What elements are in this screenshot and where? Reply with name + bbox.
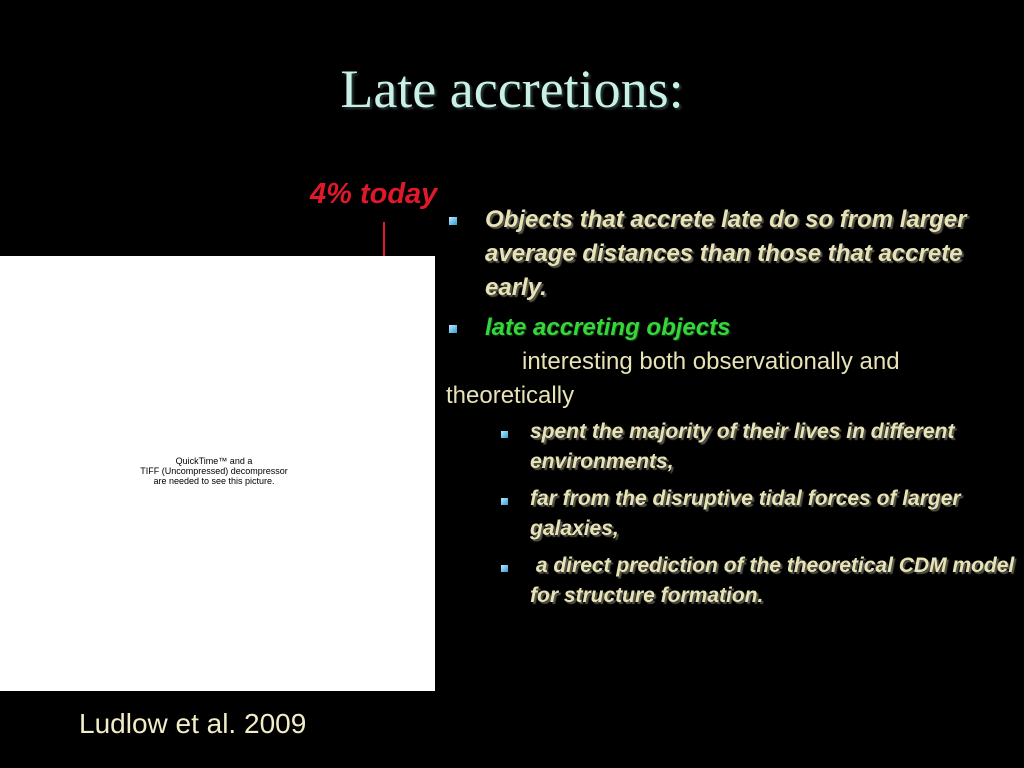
square-bullet-icon <box>449 325 457 333</box>
placeholder-message <box>100 456 328 486</box>
placeholder-line-3: are needed to see this picture. <box>153 476 275 486</box>
slide-title: Late accretions: <box>340 59 684 119</box>
sub-bullet-text: far from the disruptive tidal forces of larger galaxies, <box>530 487 961 540</box>
placeholder-line-1: QuickTime™ and a <box>175 456 253 466</box>
square-bullet-icon <box>501 431 508 438</box>
bullet-continuation: theoretically <box>446 382 575 409</box>
today-percentage-label: 4% today <box>310 178 438 210</box>
square-bullet-icon <box>501 498 508 505</box>
bullet-item <box>446 203 1016 305</box>
sub-bullet-text: a direct prediction of the theoretical CDM model for structure formation. <box>530 554 1021 607</box>
square-bullet-icon <box>501 565 508 572</box>
placeholder-line-2: TIFF (Uncompressed) decompressor <box>140 466 288 476</box>
missing-picture-placeholder <box>0 256 435 691</box>
sub-bullet-item <box>446 551 1021 611</box>
sub-bullet-item <box>446 417 1016 477</box>
bullet-item <box>446 311 1021 611</box>
citation: Ludlow et al. 2009 <box>79 708 307 739</box>
square-bullet-icon <box>449 217 457 225</box>
sub-bullet-text: spent the majority of their lives in different environments, <box>530 420 955 473</box>
bullet-list <box>446 203 1021 618</box>
bullet-highlight: late accreting objects <box>485 314 731 341</box>
sub-bullet-item <box>446 484 1016 544</box>
bullet-continuation: interesting both observationally and <box>522 348 900 375</box>
bullet-text: Objects that accrete late do so from larger average distances than those that accrete early. <box>485 206 967 301</box>
